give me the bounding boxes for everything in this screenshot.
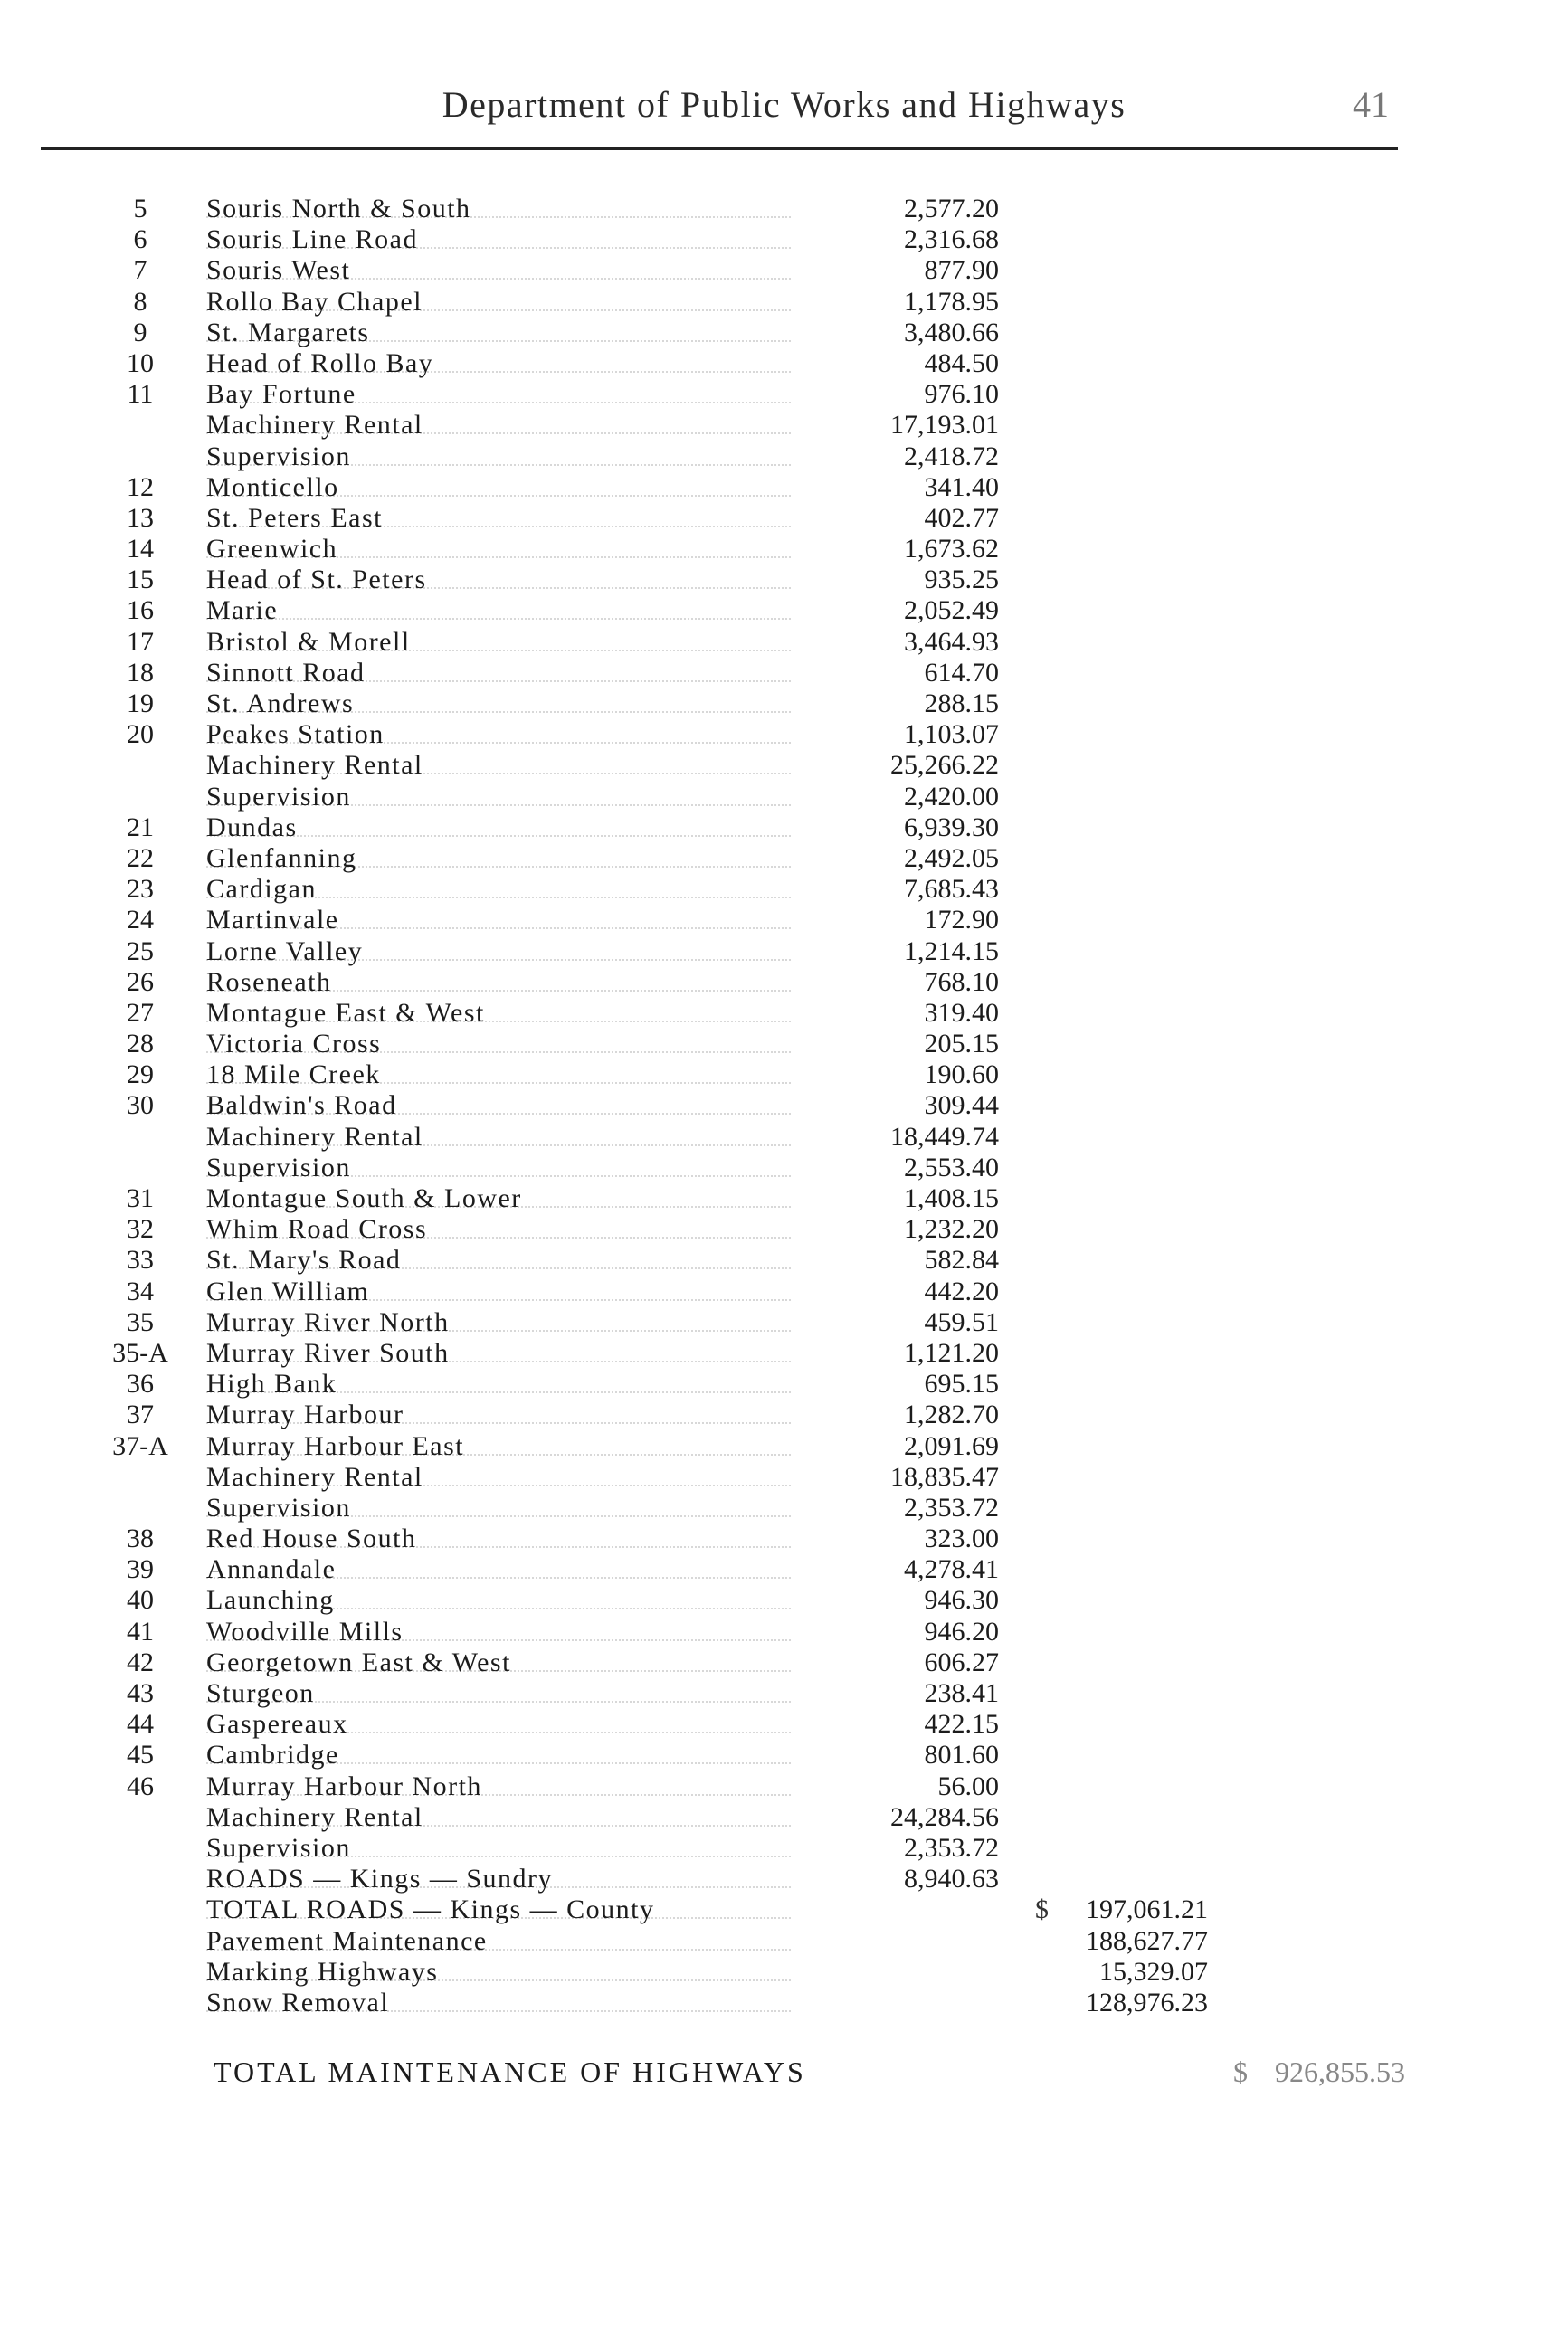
table-row (0, 719, 1568, 750)
table-row (0, 1493, 1568, 1524)
row-amount: 768.10 (924, 966, 999, 997)
row-amount: 1,282.70 (904, 1400, 999, 1430)
row-amount: 484.50 (924, 347, 999, 378)
table-row (0, 750, 1568, 781)
table-row (0, 1864, 1568, 1894)
row-label: Launching (206, 1585, 335, 1616)
row-label: Supervision (206, 781, 351, 812)
row-label: Pavement Maintenance (206, 1925, 488, 1956)
table-row (0, 843, 1568, 874)
table-row (0, 1678, 1568, 1709)
row-number: 16 (127, 595, 154, 626)
row-label: Head of St. Peters (206, 565, 427, 595)
row-number: 34 (127, 1276, 154, 1306)
table-row (0, 812, 1568, 843)
grand-total-value: 926,855.53 (1275, 2055, 1405, 2088)
row-number: 45 (127, 1740, 154, 1771)
row-label: Marking Highways (206, 1956, 439, 1987)
row-amount: 946.30 (924, 1585, 999, 1616)
table-row (0, 1524, 1568, 1554)
row-number: 9 (133, 317, 147, 347)
table-row (0, 874, 1568, 905)
table-row (0, 1894, 1568, 1925)
row-amount: 4,278.41 (904, 1554, 999, 1585)
row-number: 23 (127, 874, 154, 905)
row-label: High Bank (206, 1369, 337, 1400)
row-number: 14 (127, 534, 154, 565)
row-amount: 205.15 (924, 1029, 999, 1059)
row-label: ROADS — Kings — Sundry (206, 1864, 554, 1894)
row-amount: 1,103.07 (904, 719, 999, 750)
row-label: Snow Removal (206, 1987, 390, 2017)
table-row (0, 1988, 1568, 2018)
table-row (0, 1957, 1568, 1988)
row-amount: 24,284.56 (890, 1801, 999, 1832)
row-label: Souris Line Road (206, 224, 418, 255)
row-label: St. Andrews (206, 688, 355, 718)
row-amount: 323.00 (924, 1524, 999, 1554)
row-amount: 946.20 (924, 1616, 999, 1647)
table-row (0, 565, 1568, 595)
row-number: 22 (127, 842, 154, 873)
row-number: 21 (127, 812, 154, 842)
row-label: TOTAL ROADS — Kings — County (206, 1894, 655, 1925)
row-number: 7 (133, 255, 147, 286)
table-row (0, 348, 1568, 379)
row-amount: 172.90 (924, 905, 999, 935)
row-amount: 319.40 (924, 997, 999, 1028)
row-amount: 1,178.95 (904, 286, 999, 317)
row-label: Sturgeon (206, 1678, 315, 1708)
row-amount: 976.10 (924, 379, 999, 410)
row-amount: 8,940.63 (904, 1864, 999, 1894)
table-row (0, 224, 1568, 255)
row-amount: 2,577.20 (904, 194, 999, 223)
row-number: 41 (127, 1616, 154, 1647)
row-total: 15,329.07 (1099, 1956, 1208, 1987)
row-number: 46 (127, 1771, 154, 1801)
page-number: 41 (1353, 84, 1389, 125)
row-label: Roseneath (206, 966, 332, 997)
row-amount: 402.77 (924, 502, 999, 533)
row-label: Annandale (206, 1554, 337, 1585)
row-number: 8 (133, 286, 147, 317)
row-amount: 6,939.30 (904, 812, 999, 842)
row-label: Lorne Valley (206, 935, 364, 966)
table-row (0, 255, 1568, 286)
row-amount: 341.40 (924, 471, 999, 502)
table-row (0, 410, 1568, 441)
row-amount: 422.15 (924, 1709, 999, 1740)
row-number: 28 (127, 1029, 154, 1059)
table-row (0, 1307, 1568, 1338)
row-amount: 582.84 (924, 1245, 999, 1276)
row-amount: 190.60 (924, 1059, 999, 1090)
grand-total-row (0, 2054, 1568, 2090)
row-label: Machinery Rental (206, 750, 423, 781)
page-title: Department of Public Works and Highways (442, 84, 1126, 125)
row-label: Murray River North (206, 1306, 450, 1337)
row-amount: 309.44 (924, 1090, 999, 1121)
row-label: Gaspereaux (206, 1709, 348, 1740)
row-number: 37-A (112, 1430, 168, 1461)
row-total: 128,976.23 (1086, 1987, 1208, 2017)
table-row (0, 1802, 1568, 1833)
row-label: Bay Fortune (206, 379, 356, 410)
row-label: Victoria Cross (206, 1029, 382, 1059)
row-number: 35 (127, 1306, 154, 1337)
row-amount: 7,685.43 (904, 874, 999, 905)
row-label: Montague East & West (206, 997, 485, 1028)
table-row (0, 441, 1568, 472)
row-number: 31 (127, 1183, 154, 1213)
row-amount: 2,316.68 (904, 224, 999, 255)
row-label: Head of Rollo Bay (206, 347, 434, 378)
row-number: 17 (127, 626, 154, 657)
row-amount: 3,464.93 (904, 626, 999, 657)
table-row (0, 1647, 1568, 1678)
table-row (0, 534, 1568, 565)
table-row (0, 1462, 1568, 1493)
row-label: Whim Road Cross (206, 1214, 428, 1245)
table-row (0, 1369, 1568, 1400)
row-label: Peakes Station (206, 719, 385, 750)
row-amount: 25,266.22 (890, 750, 999, 781)
table-row (0, 1090, 1568, 1121)
row-label: Souris North & South (206, 194, 471, 223)
row-amount: 2,553.40 (904, 1152, 999, 1182)
row-number: 43 (127, 1678, 154, 1708)
row-label: Glen William (206, 1276, 370, 1306)
header-rule (41, 147, 1398, 150)
expenditure-ledger (0, 194, 1568, 2018)
row-number: 39 (127, 1554, 154, 1585)
table-row (0, 1771, 1568, 1802)
table-row (0, 287, 1568, 318)
row-label: Machinery Rental (206, 410, 423, 441)
row-amount: 695.15 (924, 1369, 999, 1400)
table-row (0, 595, 1568, 626)
table-row (0, 503, 1568, 534)
row-number: 11 (127, 379, 154, 410)
row-label: Supervision (206, 1492, 351, 1523)
row-label: Sinnott Road (206, 657, 366, 688)
table-row (0, 658, 1568, 688)
table-row (0, 1277, 1568, 1307)
row-number: 27 (127, 997, 154, 1028)
row-label: Rollo Bay Chapel (206, 286, 423, 317)
row-amount: 801.60 (924, 1740, 999, 1771)
row-amount: 459.51 (924, 1306, 999, 1337)
row-number: 19 (127, 688, 154, 718)
row-amount: 238.41 (924, 1678, 999, 1708)
row-label: Machinery Rental (206, 1461, 423, 1492)
row-label: Red House South (206, 1524, 417, 1554)
table-row (0, 1740, 1568, 1771)
row-number: 13 (127, 502, 154, 533)
row-number: 35-A (112, 1337, 168, 1368)
row-amount: 2,418.72 (904, 441, 999, 471)
row-label: Supervision (206, 441, 351, 471)
row-number: 10 (127, 347, 154, 378)
row-number: 29 (127, 1059, 154, 1090)
row-number: 15 (127, 565, 154, 595)
row-amount: 2,091.69 (904, 1430, 999, 1461)
row-label: Woodville Mills (206, 1616, 404, 1647)
table-row (0, 1245, 1568, 1276)
row-label: Souris West (206, 255, 351, 286)
row-amount: 442.20 (924, 1276, 999, 1306)
table-row (0, 1122, 1568, 1153)
table-row (0, 905, 1568, 935)
table-row (0, 1431, 1568, 1462)
table-row (0, 1554, 1568, 1585)
table-row (0, 1338, 1568, 1369)
row-amount: 606.27 (924, 1647, 999, 1677)
row-amount: 18,835.47 (890, 1461, 999, 1492)
row-number: 42 (127, 1647, 154, 1677)
row-amount: 1,121.20 (904, 1337, 999, 1368)
row-label: Marie (206, 595, 279, 626)
row-amount: 877.90 (924, 255, 999, 286)
table-row (0, 967, 1568, 998)
grand-total-dollar-sign: $ (1233, 2055, 1248, 2088)
table-row (0, 1585, 1568, 1616)
row-total: 188,627.77 (1086, 1925, 1208, 1956)
row-amount: 935.25 (924, 565, 999, 595)
row-number: 30 (127, 1090, 154, 1121)
row-label: St. Mary's Road (206, 1245, 402, 1276)
table-row (0, 1183, 1568, 1214)
row-number: 20 (127, 719, 154, 750)
row-dollar-sign: $ (1035, 1894, 1049, 1925)
table-row (0, 627, 1568, 658)
row-number: 33 (127, 1245, 154, 1276)
table-row (0, 472, 1568, 503)
table-row (0, 936, 1568, 967)
table-row (0, 1214, 1568, 1245)
row-label: Murray Harbour (206, 1400, 404, 1430)
table-row (0, 1153, 1568, 1183)
row-label: 18 Mile Creek (206, 1059, 381, 1090)
row-label: Georgetown East & West (206, 1647, 511, 1677)
row-number: 40 (127, 1585, 154, 1616)
dotted-leader (206, 618, 791, 620)
row-number: 12 (127, 471, 154, 502)
row-label: Cardigan (206, 874, 317, 905)
row-label: Machinery Rental (206, 1121, 423, 1152)
page-header (0, 83, 1568, 138)
row-number: 6 (133, 224, 147, 255)
row-number: 37 (127, 1400, 154, 1430)
row-label: Baldwin's Road (206, 1090, 397, 1121)
row-number: 18 (127, 657, 154, 688)
row-amount: 1,673.62 (904, 534, 999, 565)
row-label: Cambridge (206, 1740, 339, 1771)
table-row (0, 1400, 1568, 1430)
table-row (0, 1059, 1568, 1090)
row-number: 44 (127, 1709, 154, 1740)
row-label: Greenwich (206, 534, 338, 565)
row-label: Montague South & Lower (206, 1183, 522, 1213)
row-number: 5 (133, 194, 147, 223)
table-row (0, 318, 1568, 348)
table-row (0, 1709, 1568, 1740)
row-label: Dundas (206, 812, 298, 842)
row-amount: 2,052.49 (904, 595, 999, 626)
row-label: Machinery Rental (206, 1801, 423, 1832)
row-amount: 1,214.15 (904, 935, 999, 966)
row-total: 197,061.21 (1086, 1894, 1208, 1925)
row-number: 36 (127, 1369, 154, 1400)
row-label: St. Margarets (206, 317, 370, 347)
row-amount: 614.70 (924, 657, 999, 688)
row-amount: 2,420.00 (904, 781, 999, 812)
row-label: Monticello (206, 471, 339, 502)
row-amount: 2,353.72 (904, 1832, 999, 1863)
row-label: Murray Harbour East (206, 1430, 465, 1461)
row-label: Murray Harbour North (206, 1771, 482, 1801)
table-row (0, 379, 1568, 410)
row-amount: 18,449.74 (890, 1121, 999, 1152)
row-amount: 3,480.66 (904, 317, 999, 347)
row-amount: 288.15 (924, 688, 999, 718)
row-number: 32 (127, 1214, 154, 1245)
row-label: St. Peters East (206, 502, 383, 533)
row-amount: 17,193.01 (890, 410, 999, 441)
grand-total-label: TOTAL MAINTENANCE OF HIGHWAYS (214, 2055, 806, 2088)
table-row (0, 1617, 1568, 1647)
row-label: Supervision (206, 1832, 351, 1863)
table-row (0, 998, 1568, 1029)
table-row (0, 1833, 1568, 1864)
row-number: 26 (127, 966, 154, 997)
row-number: 38 (127, 1524, 154, 1554)
row-label: Martinvale (206, 905, 339, 935)
row-number: 24 (127, 905, 154, 935)
row-label: Bristol & Morell (206, 626, 411, 657)
table-row (0, 1029, 1568, 1059)
table-row (0, 194, 1568, 224)
table-row (0, 1926, 1568, 1957)
row-label: Murray River South (206, 1337, 450, 1368)
row-label: Glenfanning (206, 842, 357, 873)
row-amount: 1,408.15 (904, 1183, 999, 1213)
table-row (0, 782, 1568, 812)
table-row (0, 688, 1568, 719)
row-amount: 56.00 (937, 1771, 999, 1801)
row-label: Supervision (206, 1152, 351, 1182)
row-amount: 2,492.05 (904, 842, 999, 873)
row-amount: 2,353.72 (904, 1492, 999, 1523)
row-amount: 1,232.20 (904, 1214, 999, 1245)
row-number: 25 (127, 935, 154, 966)
